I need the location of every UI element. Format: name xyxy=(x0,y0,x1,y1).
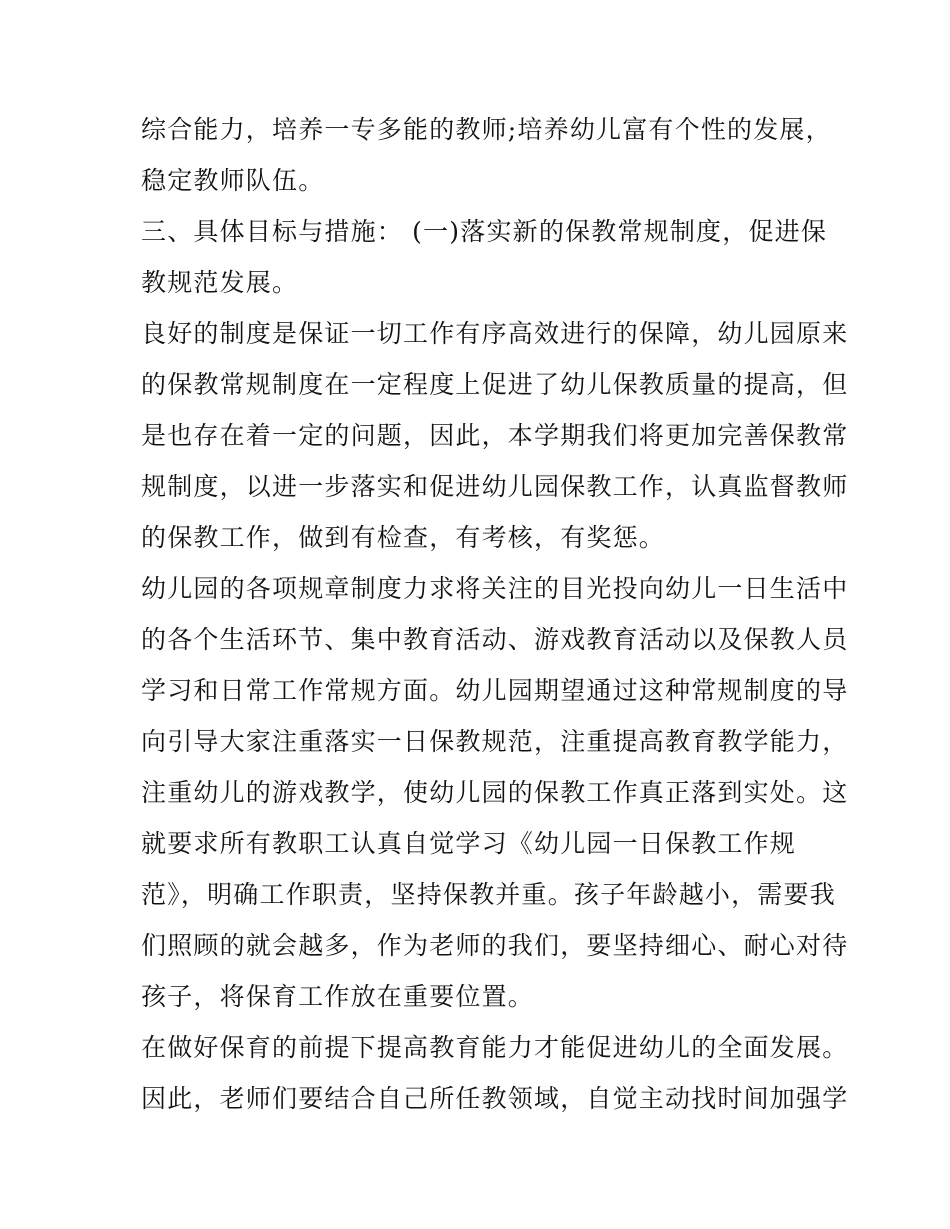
text-line: 是也存在着一定的问题，因此，本学期我们将更加完善保教常 xyxy=(141,421,849,450)
text-line: 范》，明确工作职责，坚持保教并重。孩子年龄越小，需要我 xyxy=(141,880,836,909)
section-heading: 三、具体目标与措施： (一)落实新的保教常规制度，促进保 xyxy=(141,217,828,246)
text-line: 们照顾的就会越多，作为老师的我们，要坚持细心、耐心对待 xyxy=(141,931,849,960)
text-line: 因此，老师们要结合自己所任教领域，自觉主动找时间加强学 xyxy=(141,1084,849,1113)
text-line: 稳定教师队伍。 xyxy=(141,166,325,195)
text-line: 的各个生活环节、集中教育活动、游戏教育活动以及保教人员 xyxy=(141,625,849,654)
text-line: 教规范发展。 xyxy=(141,268,299,297)
text-line: 规制度，以进一步落实和促进幼儿园保教工作，认真监督教师 xyxy=(141,472,849,501)
text-line: 孩子，将保育工作放在重要位置。 xyxy=(141,982,535,1011)
text-line: 的保教工作，做到有检查，有考核，有奖惩。 xyxy=(141,523,666,552)
text-line: 综合能力，培养一专多能的教师;培养幼儿富有个性的发展， xyxy=(141,115,832,144)
text-line: 的保教常规制度在一定程度上促进了幼儿保教质量的提高，但 xyxy=(141,370,849,399)
text-line: 向引导大家注重落实一日保教规范，注重提高教育教学能力， xyxy=(141,727,849,756)
text-line: 学习和日常工作常规方面。幼儿园期望通过这种常规制度的导 xyxy=(141,676,849,705)
text-line: 幼儿园的各项规章制度力求将关注的目光投向幼儿一日生活中 xyxy=(141,574,849,603)
text-line: 良好的制度是保证一切工作有序高效进行的保障，幼儿园原来 xyxy=(141,319,849,348)
text-line: 在做好保育的前提下提高教育能力才能促进幼儿的全面发展。 xyxy=(141,1033,849,1062)
text-line: 注重幼儿的游戏教学，使幼儿园的保教工作真正落到实处。这 xyxy=(141,778,849,807)
text-line: 就要求所有教职工认真自觉学习《幼儿园一日保教工作规 xyxy=(141,829,797,858)
